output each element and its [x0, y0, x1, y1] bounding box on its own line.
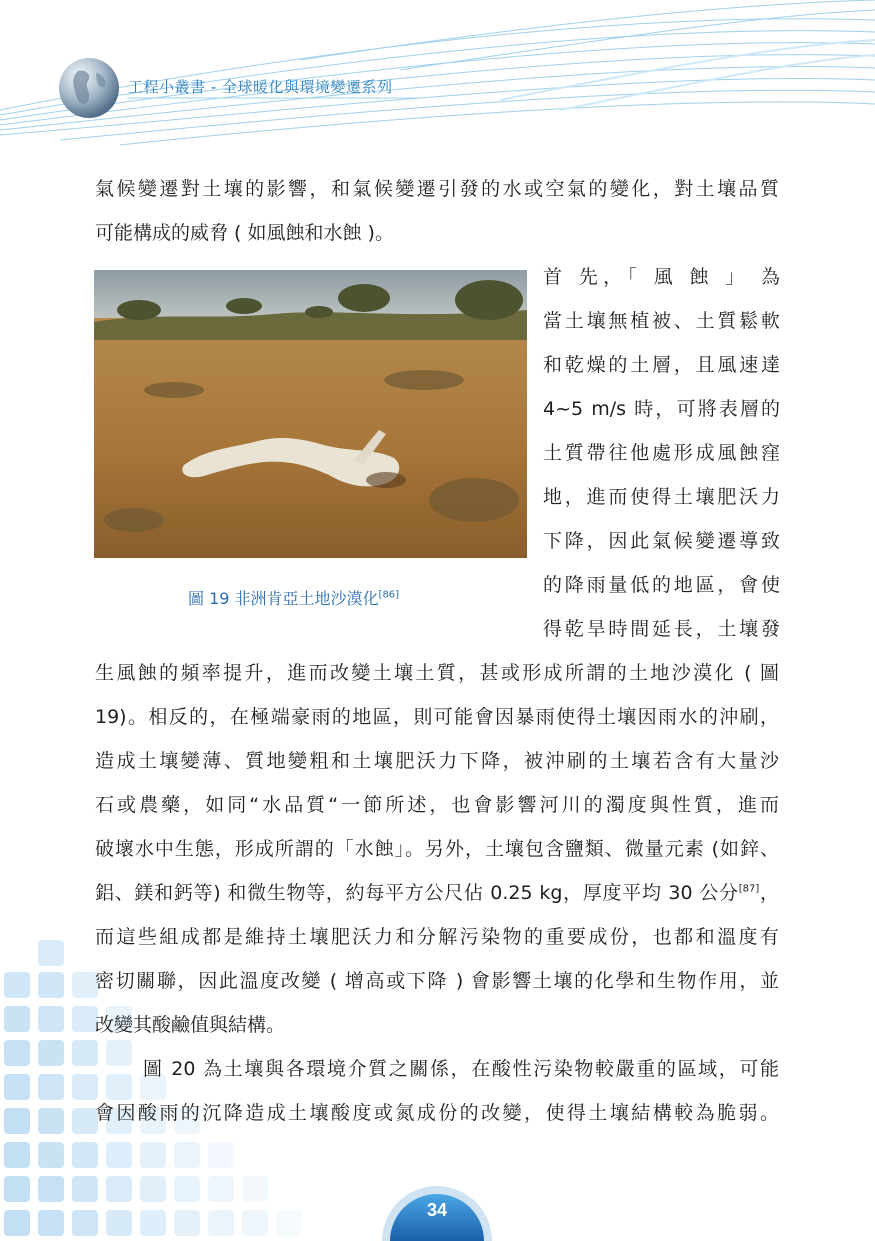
- paragraph-2-line-4: 石或農藥，如同“水品質“一節所述，也會影響河川的濁度與性質，進而: [95, 794, 779, 816]
- side-text-line-4: 4~5 m/s 時，可將表層的: [543, 398, 780, 420]
- side-text-line-3: 和乾燥的土層，且風速達: [543, 354, 780, 376]
- page-number: 34: [426, 1200, 448, 1220]
- side-text-line-2: 當土壤無植被、土質鬆軟: [543, 310, 780, 332]
- header-wave-decoration: [0, 0, 875, 150]
- side-text-line-9: 得乾旱時間延長，土壤發: [543, 618, 780, 640]
- reference-87: [87]: [738, 883, 760, 895]
- paragraph-2-line-1: 生風蝕的頻率提升，進而改變土壤土質，甚或形成所謂的土地沙漠化 ( 圖: [95, 662, 779, 684]
- side-text-line-8: 的降雨量低的地區，會使: [543, 574, 780, 596]
- paragraph-3-line-2: 會因酸雨的沉降造成土壤酸度或氮成份的改變，使得土壤結構較為脆弱。: [95, 1102, 779, 1124]
- paragraph-2-line-9: 改變其酸鹼值與結構。: [95, 1014, 286, 1036]
- paragraph-2-line-2: 19)。相反的，在極端豪雨的地區，則可能會因暴雨使得土壤因雨水的沖刷，: [95, 706, 779, 728]
- side-text-line-6: 地，進而使得土壤肥沃力: [543, 486, 780, 508]
- side-text-line-1: 首 先，「 風 蝕 」 為: [543, 266, 780, 288]
- paragraph-1-line-2: 可能構成的威脅 ( 如風蝕和水蝕 )。: [95, 222, 394, 244]
- caption-reference: [86]: [378, 589, 400, 601]
- paragraph-2-line-6: 鋁、鎂和鈣等) 和微生物等，約每平方公尺佔 0.25 kg，厚度平均 30 公分[87]，: [95, 882, 779, 904]
- paragraph-1-line-1: 氣候變遷對土壤的影響，和氣候變遷引發的水或空氣的變化，對土壤品質: [95, 178, 779, 200]
- side-text-line-5: 土質帶往他處形成風蝕窪: [543, 442, 780, 464]
- series-title: 工程小叢書 - 全球暖化與環境變遷系列: [128, 78, 393, 96]
- paragraph-2-line-5: 破壞水中生態，形成所謂的「水蝕」。另外，土壤包含鹽類、微量元素 (如鋅、: [95, 838, 779, 860]
- figure-19-photo: [94, 270, 527, 558]
- figure-19-caption: 圖 19 非洲肯亞土地沙漠化[86]: [188, 589, 400, 608]
- paragraph-2-line-3: 造成土壤變薄、質地變粗和土壤肥沃力下降，被沖刷的土壤若含有大量沙: [95, 750, 779, 772]
- paragraph-2-line-8: 密切關聯，因此溫度改變 ( 增高或下降 ) 會影響土壤的化學和生物作用，並: [95, 970, 779, 992]
- paragraph-3-line-1: 圖 20 為土壤與各環境介質之關係，在酸性污染物較嚴重的區域，可能: [143, 1058, 779, 1080]
- globe-icon: [58, 57, 120, 119]
- side-text-line-7: 下降，因此氣候變遷導致: [543, 530, 780, 552]
- paragraph-2-line-7: 而這些組成都是維持土壤肥沃力和分解污染物的重要成份，也都和溫度有: [95, 926, 779, 948]
